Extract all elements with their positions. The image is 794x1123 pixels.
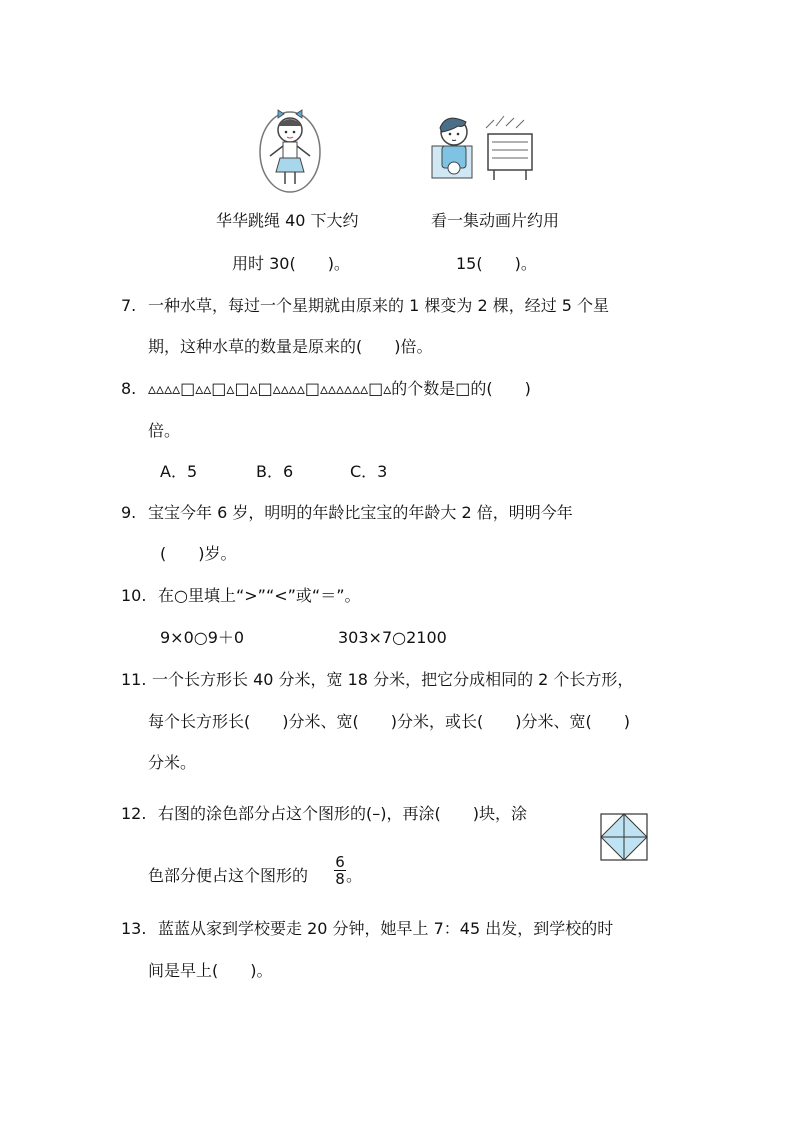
q11-line1: 一个长方形长 40 分米，宽 18 分米，把它分成相同的 2 个长方形， xyxy=(152,670,634,689)
q12-line2: 色部分便占这个图形的 xyxy=(148,866,309,885)
q8-option-b: B．6 xyxy=(256,462,294,481)
q12-shaded-square-figure xyxy=(600,813,648,861)
q10-expression-2: 303×7○2100 xyxy=(338,628,447,647)
q11-line3: 分米。 xyxy=(148,753,197,772)
q8-line2: 倍。 xyxy=(148,421,181,440)
q7-line2: 期，这种水草的数量是原来的( )倍。 xyxy=(148,337,433,356)
q8-number: 8. xyxy=(121,379,137,398)
q10-line1: 在○里填上“>”“<”或“＝”。 xyxy=(158,586,361,605)
q9-line2: ( )岁。 xyxy=(160,544,237,563)
caption-right-line2: 15( )。 xyxy=(456,254,537,273)
q12-line2-end: 。 xyxy=(346,866,363,885)
q7-number: 7. xyxy=(121,296,137,315)
q10-expression-1: 9×0○9＋0 xyxy=(160,628,245,647)
q12-fraction-denominator: 8 xyxy=(335,870,345,888)
girl-skipping-rope-illustration xyxy=(250,104,332,194)
q13-line2: 间是早上( )。 xyxy=(148,961,273,980)
q13-line1: 蓝蓝从家到学校要走 20 分钟，她早上 7：45 出发，到学校的时 xyxy=(158,919,614,938)
caption-left-line2: 用时 30( )。 xyxy=(232,254,350,273)
q12-fraction xyxy=(334,854,346,887)
q8-line1: ▵▵▵▵□▵▵□▵□▵□▵▵▵▵□▵▵▵▵▵▵□▵的个数是□的( ) xyxy=(148,379,531,398)
boy-watching-tv-illustration xyxy=(428,108,540,186)
caption-right-line1: 看一集动画片约用 xyxy=(431,211,560,230)
q12-fraction-numerator: 6 xyxy=(335,853,345,871)
q9-number: 9. xyxy=(121,503,137,522)
q10-number: 10. xyxy=(121,586,147,605)
q7-line1: 一种水草，每过一个星期就由原来的 1 棵变为 2 棵，经过 5 个星 xyxy=(148,296,610,315)
q8-option-a: A．5 xyxy=(160,462,198,481)
q11-number: 11. xyxy=(121,670,147,689)
q9-line1: 宝宝今年 6 岁，明明的年龄比宝宝的年龄大 2 倍，明明今年 xyxy=(148,503,573,522)
q11-line2: 每个长方形长( )分米、宽( )分米，或长( )分米、宽( ) xyxy=(148,712,630,731)
q8-option-c: C．3 xyxy=(350,462,388,481)
q13-number: 13. xyxy=(121,919,147,938)
q12-line1: 右图的涂色部分占这个图形的(–)，再涂( )块，涂 xyxy=(158,804,527,823)
caption-left-line1: 华华跳绳 40 下大约 xyxy=(216,211,359,230)
q12-number: 12. xyxy=(121,804,147,823)
